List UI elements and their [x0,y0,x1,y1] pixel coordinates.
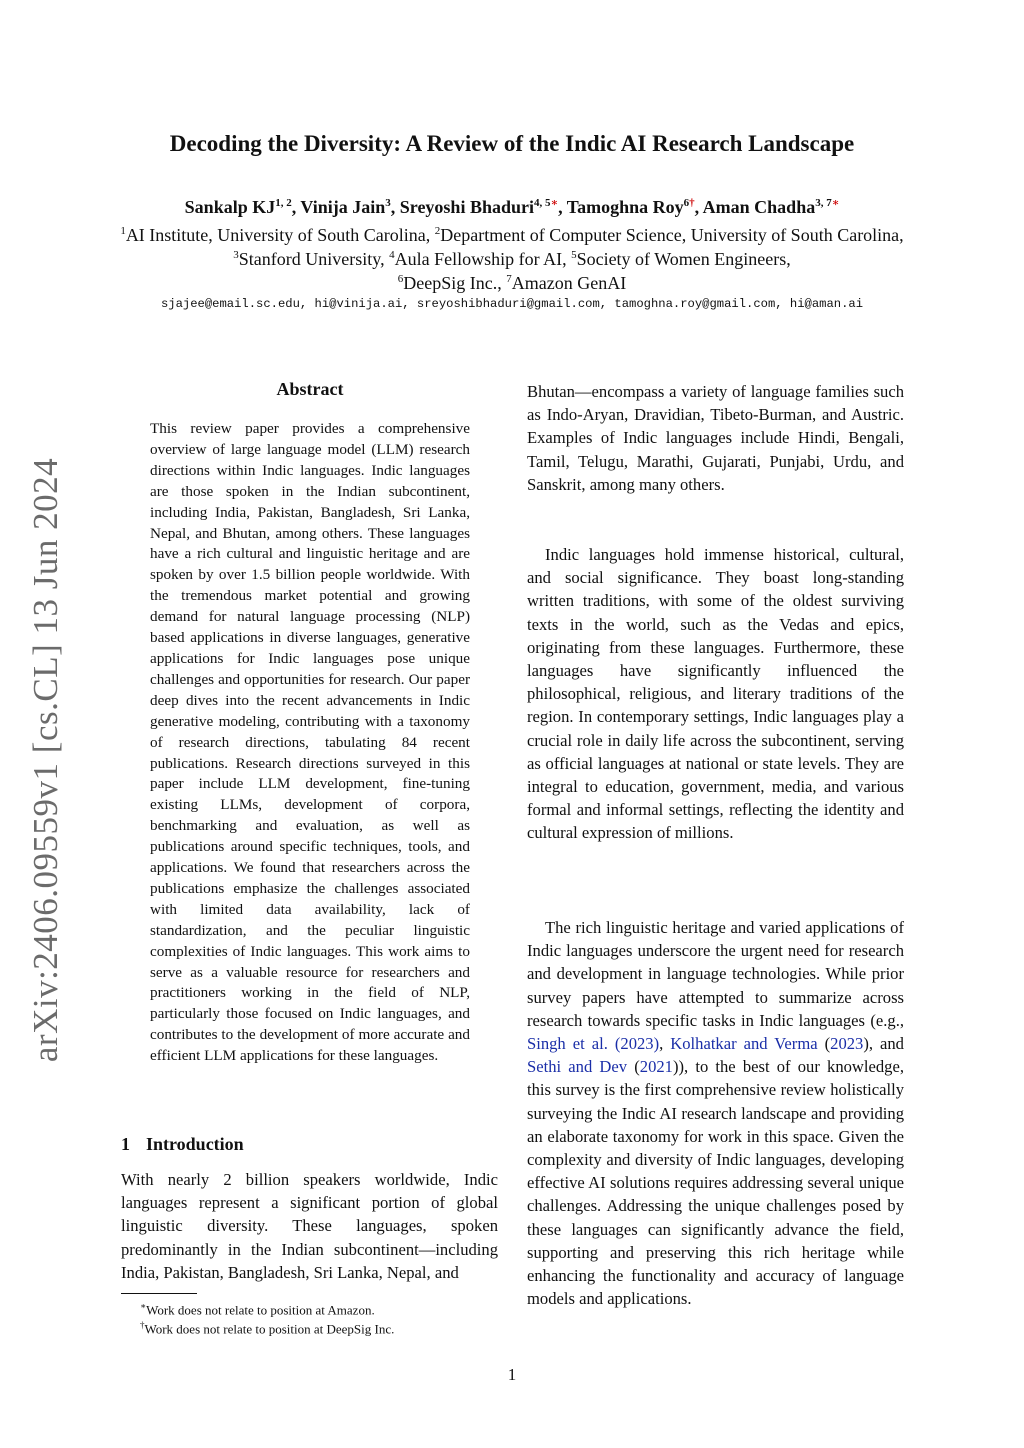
citation-year-link[interactable]: 2023 [830,1034,864,1054]
author-name: Sankalp KJ [184,197,276,217]
intro-paragraph-2: Indic languages hold immense historical, cultural, and social significance. They boast long-standing written traditions, with some of the oldest surviving texts in the world, such as the Vedas and epics, originating from these languages. Furthermore, these languages have significantly influenced the philosophical, religious, and literary traditions of the region. In contemporary settings, Indic languages play a crucial role in daily life across the subcontinent, serving as official languages at national or state levels. They are integral to education, government, media, and various formal and informal settings, reflecting the identity and cultural expression of millions. [527,545,904,843]
citation-link[interactable]: Kolhatkar and Verma [670,1034,818,1054]
citation-year-link[interactable]: 2021 [639,1057,673,1077]
author-affil-sup: 3, 7 [815,197,832,209]
abstract-text: This review paper provides a comprehensive overview of large language model (LLM) research directions within Indic languages. Indic languages are those spoken in the Indian subcontinent, including India, Pakistan, Bangladesh, Sri Lanka, Nepal, and Bhutan, among others. These languages have a rich cultural and linguistic heritage and are spoken by over 1.5 billion people worldwide. With the tremendous market potential and growing demand for natural language processing (NLP) based applications in diverse languages, generative applications for Indic languages pose unique challenges and opportunities for research. Our paper deep dives into the recent advancements in Indic generative modeling, contributing with a taxonomy of research directions, tabulating 84 recent publications. Research directions surveyed in this paper include LLM development, fine-tuning existing LLMs, development of corpora, benchmarking and evaluation, as well as publications around specific techniques, tools, and applications. We found that researchers across the publications emphasize the challenges associated with limited data availability, lack of standardization, and the peculiar linguistic complexities of Indic languages. This work aims to serve as a valuable resource for researchers and practitioners working in the field of NLP, particularly those focused on Indic languages, and contributes to the development of more accurate and efficient LLM applications for these languages. [150,420,470,1065]
footnote-mark-link[interactable]: † [689,197,695,209]
intro-paragraph-1-continued: Bhutan—encompass a variety of language families such as Indo-Aryan, Dravidian, Tibeto-Burman, and Austric. Examples of Indic languages include Hindi, Bengali, Tamil, Telugu, Marathi, Gujarati, Punjabi, Urdu, and Sanskrit, among many others. [527,382,904,494]
section-number: 1 [121,1134,130,1154]
affiliation-line-1: $^1$AI Institute, University of South Carolina, $^2$Department of Computer Science, University of South Carolina, [120,225,904,245]
footnote-mark-link[interactable]: ∗ [550,197,559,209]
paper-title: Decoding the Diversity: A Review of the Indic AI Research Landscape [169,131,855,156]
section-title: Introduction [146,1134,244,1154]
author-list: Sankalp KJ$^{1, 2}$, Vinija Jain$^3$, Sreyoshi Bhaduri$^{4, 5∗}$, Tamoghna Roy$^{6\dagger}$, Aman Chadha$^{3, 7∗}$ [184,197,840,217]
author-name: Vinija Jain [300,197,386,217]
author-name: Tamoghna Roy [566,197,684,217]
section-heading-introduction [121,1134,244,1155]
author-affil-sup: 3 [385,197,391,209]
author-affil-sup: 6 [683,197,690,209]
footnote-mark-link[interactable]: ∗ [831,197,840,209]
affiliation-line-2: $^3$Stanford University, $^4$Aula Fellowship for AI, $^5$Society of Women Engineers, [233,249,791,269]
intro-paragraph-1: With nearly 2 billion speakers worldwide, Indic languages represent a significant portion of global linguistic diversity. These languages, spoken predominantly in the Indian subcontinent—including India, Pakistan, Bangladesh, Sri Lanka, Nepal, and [121,1170,498,1282]
author-affil-sup: 1, 2 [275,197,292,209]
author-name: Aman Chadha [702,197,816,217]
affiliation-line-3: $^6$DeepSig Inc., $^7$Amazon GenAI [397,273,627,293]
abstract-heading: Abstract [276,379,344,399]
citation-link[interactable]: Sethi and Dev [527,1057,628,1077]
arxiv-sidebar-stamp [16,457,76,1063]
citation-link[interactable]: Singh et al. (2023) [527,1034,660,1054]
footnote-1: ∗Work does not relate to position at Amazon. [140,1301,375,1318]
arxiv-id: arXiv:2406.09559v1 [cs.CL] 13 Jun 2024 [26,457,66,1063]
author-name: Sreyoshi Bhaduri [399,197,534,217]
author-affil-sup: 4, 5 [533,197,551,209]
author-emails: sjajee@email.sc.edu, hi@vinija.ai, sreyoshibhaduri@gmail.com, tamoghna.roy@gmail.com, hi@aman.ai [160,297,864,311]
footnote-2: †Work does not relate to position at DeepSig Inc. [140,1320,395,1337]
intro-paragraph-3: The rich linguistic heritage and varied applications of Indic languages underscore the urgent need for research and development in language technologies. While prior survey papers have attempted to summarize across research towards specific tasks in Indic languages (e.g., Singh et al. (2023), Kolhatkar and Verma (2023), and Sethi and Dev (2021)), to the best of our knowledge, this survey is the first comprehensive review holistically surveying the Indic AI research landscape and providing an elaborate taxonomy for work in this space. Given the complexity and diversity of Indic languages, developing effective AI solutions requires addressing several unique challenges. Addressing the unique challenges posed by these languages can significantly advance the field, supporting and preserving this rich heritage while enhancing the functionality and accuracy of language models and applications. [527,918,904,1309]
footnote-divider [121,1293,197,1294]
page-number: 1 [507,1365,517,1384]
